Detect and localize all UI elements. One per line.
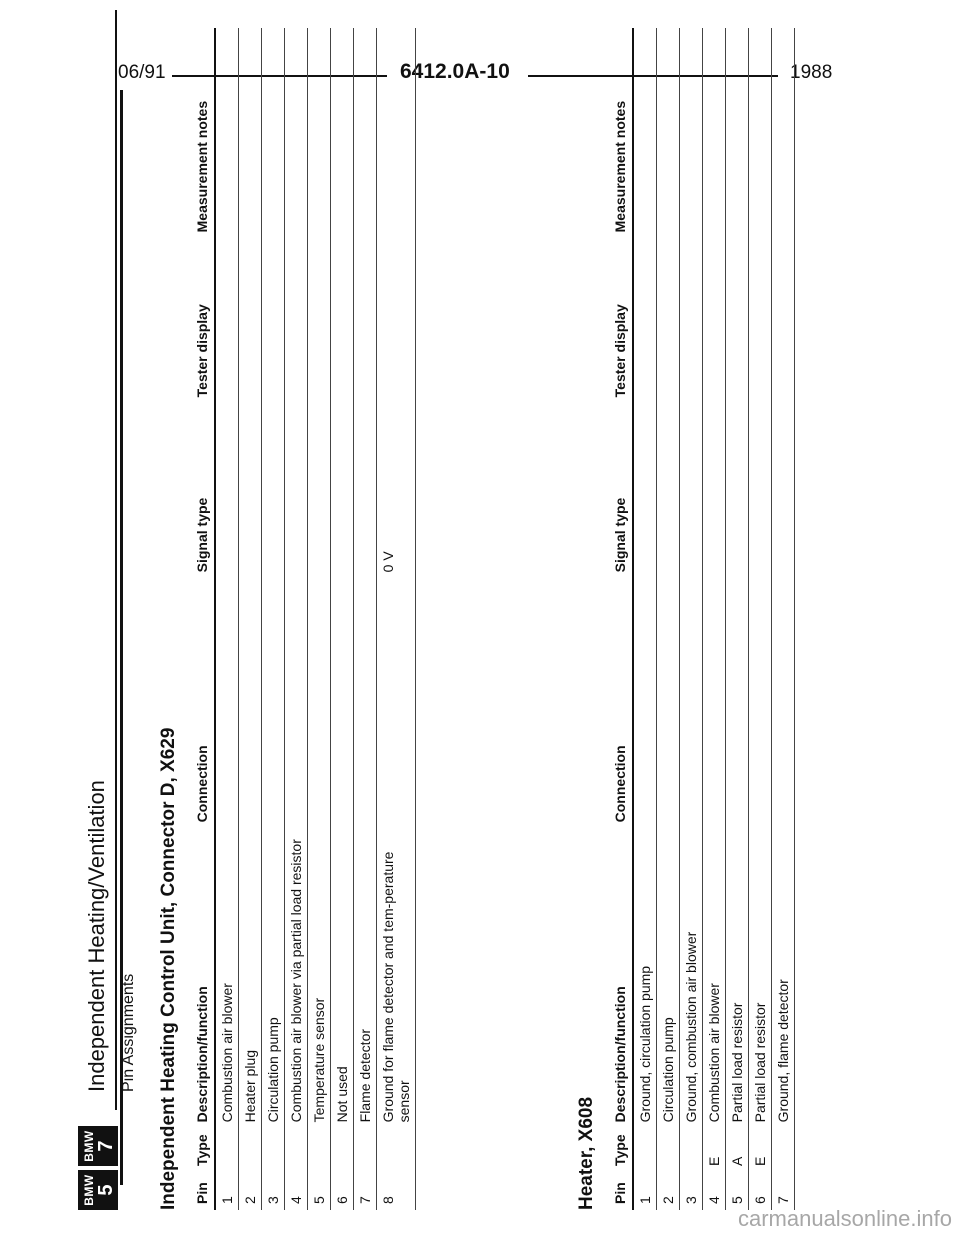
cell-pin: 4 (285, 1172, 308, 1210)
col-desc: Description/function (194, 986, 210, 1123)
cell-signal (308, 403, 331, 578)
logo-right-brand: BMW (82, 1130, 96, 1162)
table-row (239, 28, 262, 1210)
col-notes: Measurement notes (194, 100, 210, 233)
cell-signal (703, 403, 726, 578)
cell-pin: 8 (377, 1172, 416, 1210)
logo-box-left (78, 1170, 118, 1210)
cell-pin: 4 (703, 1172, 726, 1210)
cell-tester (772, 238, 795, 403)
cell-desc: Heater plug (239, 828, 262, 1128)
cell-type (772, 1128, 795, 1172)
cell-type: A (726, 1128, 749, 1172)
cell-connection (680, 578, 703, 828)
cell-connection (285, 578, 308, 828)
logo-left-brand: BMW (82, 1174, 96, 1206)
cell-signal (239, 403, 262, 578)
cell-tester (239, 238, 262, 403)
cell-tester (308, 238, 331, 403)
cell-type: E (749, 1128, 772, 1172)
cell-connection (377, 578, 416, 828)
col-pin: Pin (612, 1182, 628, 1204)
cell-pin: 2 (239, 1172, 262, 1210)
col-connection: Connection (194, 745, 210, 823)
cell-tester (703, 238, 726, 403)
cell-tester (331, 238, 354, 403)
cell-desc: Circulation pump (262, 828, 285, 1128)
table-row (749, 28, 772, 1210)
cell-desc: Partial load resistor (749, 828, 772, 1128)
table-row (633, 28, 657, 1210)
col-signal: Signal type (612, 497, 628, 573)
cell-type (262, 1128, 285, 1172)
cell-notes (726, 28, 749, 238)
page-title: Independent Heating/Ventilation (84, 780, 109, 1092)
cell-notes (377, 28, 416, 238)
cell-pin: 3 (680, 1172, 703, 1210)
cell-notes (354, 28, 377, 238)
cell-tester (285, 238, 308, 403)
rotated-page (78, 10, 960, 1210)
cell-pin: 5 (726, 1172, 749, 1210)
col-pin: Pin (194, 1182, 210, 1204)
table-row (354, 28, 377, 1210)
table-row (262, 28, 285, 1210)
cell-type (377, 1128, 416, 1172)
cell-signal (633, 403, 657, 578)
cell-signal (680, 403, 703, 578)
cell-connection (215, 578, 239, 828)
section-title-x629: Independent Heating Control Unit, Connector D, X629 (158, 727, 179, 1210)
cell-signal (331, 403, 354, 578)
cell-desc: Combustion air blower via partial load resistor (285, 828, 308, 1128)
cell-desc: Not used (331, 828, 354, 1128)
logo-box-right (78, 1126, 118, 1166)
cell-type (215, 1128, 239, 1172)
cell-connection (331, 578, 354, 828)
bmw-logo (78, 1120, 120, 1210)
cell-signal (772, 403, 795, 578)
cell-tester (657, 238, 680, 403)
cell-notes (262, 28, 285, 238)
cell-pin: 3 (262, 1172, 285, 1210)
cell-desc: Ground for flame detector and tem-perature sensor (377, 828, 416, 1128)
logo-right-series: 7 (95, 1140, 117, 1152)
cell-notes (285, 28, 308, 238)
cell-desc: Combustion air blower (215, 828, 239, 1128)
cell-type (354, 1128, 377, 1172)
cell-type (331, 1128, 354, 1172)
table-row (726, 28, 749, 1210)
cell-notes (331, 28, 354, 238)
cell-pin: 1 (633, 1172, 657, 1210)
cell-notes (749, 28, 772, 238)
cell-desc: Temperature sensor (308, 828, 331, 1128)
cell-notes (633, 28, 657, 238)
table-row (680, 28, 703, 1210)
cell-type (285, 1128, 308, 1172)
pin-table-x629 (190, 28, 416, 1210)
cell-desc: Combustion air blower (703, 828, 726, 1128)
cell-type (680, 1128, 703, 1172)
section-title-x608: Heater, X608 (576, 1096, 597, 1210)
cell-signal (657, 403, 680, 578)
cell-type (633, 1128, 657, 1172)
logo-left-series: 5 (95, 1184, 117, 1196)
col-signal: Signal type (194, 497, 210, 573)
cell-pin: 2 (657, 1172, 680, 1210)
cell-signal (726, 403, 749, 578)
cell-signal (749, 403, 772, 578)
cell-connection (749, 578, 772, 828)
cell-connection (262, 578, 285, 828)
col-desc: Description/function (612, 986, 628, 1123)
table-row (772, 28, 795, 1210)
cell-tester (749, 238, 772, 403)
title-rule (115, 10, 117, 1110)
pin-table-x608 (608, 28, 795, 1210)
cell-type: E (703, 1128, 726, 1172)
cell-tester (633, 238, 657, 403)
table-row (285, 28, 308, 1210)
col-connection: Connection (612, 745, 628, 823)
header-year: 1988 (790, 62, 833, 83)
cell-pin: 5 (308, 1172, 331, 1210)
cell-connection (633, 578, 657, 828)
table-row (657, 28, 680, 1210)
cell-pin: 7 (354, 1172, 377, 1210)
col-type: Type (612, 1134, 628, 1166)
cell-pin: 6 (331, 1172, 354, 1210)
cell-desc: Ground, circulation pump (633, 828, 657, 1128)
table-header-row (608, 28, 633, 1210)
cell-notes (772, 28, 795, 238)
cell-desc: Flame detector (354, 828, 377, 1128)
cell-signal (262, 403, 285, 578)
cell-desc: Ground, combustion air blower (680, 828, 703, 1128)
col-notes: Measurement notes (612, 100, 628, 233)
table-row (331, 28, 354, 1210)
header-date: 06/91 (118, 62, 166, 83)
table-body-x629 (215, 28, 416, 1210)
table-row (215, 28, 239, 1210)
cell-signal (354, 403, 377, 578)
col-tester: Tester display (612, 304, 628, 398)
cell-type (239, 1128, 262, 1172)
table-body-x608 (633, 28, 795, 1210)
table-row (308, 28, 331, 1210)
cell-signal (215, 403, 239, 578)
cell-type (308, 1128, 331, 1172)
cell-tester (377, 238, 416, 403)
cell-pin: 1 (215, 1172, 239, 1210)
cell-connection (772, 578, 795, 828)
col-type: Type (194, 1134, 210, 1166)
cell-tester (262, 238, 285, 403)
col-tester: Tester display (194, 304, 210, 398)
table-row (703, 28, 726, 1210)
cell-type (657, 1128, 680, 1172)
cell-connection (703, 578, 726, 828)
cell-pin: 7 (772, 1172, 795, 1210)
cell-notes (703, 28, 726, 238)
cell-tester (680, 238, 703, 403)
cell-notes (308, 28, 331, 238)
cell-desc: Ground, flame detector (772, 828, 795, 1128)
table-row (377, 28, 416, 1210)
cell-notes (239, 28, 262, 238)
cell-signal (285, 403, 308, 578)
page-subtitle: Pin Assignments (120, 973, 137, 1092)
cell-pin: 6 (749, 1172, 772, 1210)
cell-tester (726, 238, 749, 403)
header-doc-number: 6412.0A-10 (400, 60, 510, 83)
cell-notes (680, 28, 703, 238)
watermark: carmanualsonline.info (737, 1206, 952, 1231)
cell-connection (239, 578, 262, 828)
cell-notes (657, 28, 680, 238)
table-header-row (190, 28, 215, 1210)
cell-tester (215, 238, 239, 403)
cell-signal: 0 V (377, 403, 416, 578)
cell-connection (354, 578, 377, 828)
cell-connection (726, 578, 749, 828)
cell-tester (354, 238, 377, 403)
cell-desc: Circulation pump (657, 828, 680, 1128)
cell-connection (657, 578, 680, 828)
cell-notes (215, 28, 239, 238)
cell-desc: Partial load resistor (726, 828, 749, 1128)
cell-connection (308, 578, 331, 828)
